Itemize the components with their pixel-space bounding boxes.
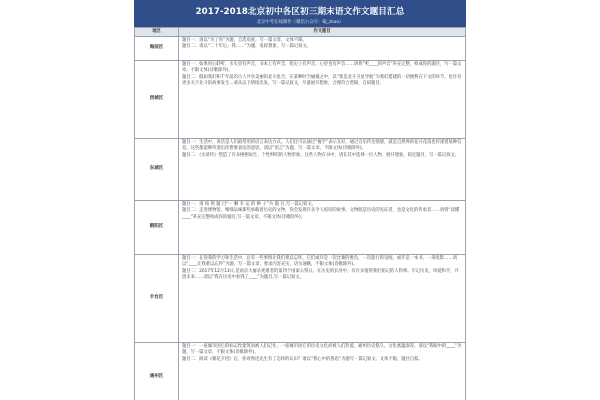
topic-item: 题目二：走进博物馆，细细品味那些承载着历史的文物，你会发现许多令人惊叹的故事。文物既是历史的见证者，也是文化的传承者……请将“读懂____”补充完整构成你的题目,写一篇文章。不限文体(诗歌除外)。 bbox=[182, 208, 460, 220]
title-banner bbox=[134, 0, 466, 27]
topic-cell bbox=[179, 61, 466, 139]
topic-item: 题目一：请以“为了你”为题，自选角度，写一篇文章，文体不限。 bbox=[182, 38, 307, 43]
table-header-row bbox=[135, 28, 466, 37]
topic-item: 题目二：《水浒传》塑造了许多栩栩如生、个性鲜明的人物形象。这些人物在书中，请在其中选择一位人物，展开想象，拟定题目，写一篇记叙文。 bbox=[182, 152, 460, 158]
header-topic: 作文题目 bbox=[179, 28, 466, 37]
topic-cell bbox=[179, 255, 466, 343]
district-cell: 西城区 bbox=[135, 61, 179, 139]
topic-cell bbox=[179, 201, 466, 255]
topic-item: 题目一：请 按 照 题 目“一 颗 幸 运 的 种 子”为 题 目,写一篇记叙文。 bbox=[182, 202, 316, 207]
topic-item: 题目一：在你我的学习和生活中，总有一些事情让我们难以忘怀。它们或许是一次比赛的胜负、一次旅行的见闻，或许是一本书、一部电影……请以“____让我难以忘怀”为题，写一篇文章，要求内容充实，语句通顺，不限文体(诗歌除外)。 bbox=[182, 256, 457, 268]
topic-item: 题目一：生活中，说话是人们最常用的语言表达方式。人们还可以通过“握手”表示友好，通过音乐传达情感，就是自然界的花开花落也传递着某种信息，这些都能够传递出你想要表达的意思。请以“语言”为题，写一篇文章。不限文体(诗歌除外)。 bbox=[182, 140, 462, 152]
district-cell: 海淀区 bbox=[135, 37, 179, 61]
topic-cell bbox=[179, 139, 466, 201]
document-page bbox=[134, 0, 466, 400]
district-cell: 朝阳区 bbox=[135, 201, 179, 255]
topic-item: 题目一：一座城市因它的标志性建筑而被人们记住，一座城市因它的历史文化而被人们热爱。通州历史悠久，文化底蕴深厚。请以“我眼中的____”为题，写一篇文章，不限文体(诗歌除外)。 bbox=[182, 344, 462, 356]
district-cell: 丰台区 bbox=[135, 255, 179, 343]
table-row bbox=[135, 343, 466, 400]
document-subtitle: 北京中考在线制作（微信公众号：BJ_zkao） bbox=[256, 20, 344, 25]
table-row bbox=[135, 139, 466, 201]
table-row bbox=[135, 37, 466, 61]
topic-item: 题目二：请以“二十年后，我……”为题，发挥想象，写一篇记叙文。 bbox=[182, 44, 312, 50]
district-cell: 通州区 bbox=[135, 343, 179, 400]
topic-item: 题目一：如果用心聆听，水头里有声音，书本上有声音，指尖上有声音，心里也有声音……请将“听____的声音”补充完整，构成你的题目，写一篇文章。不限文体(诗歌除外)。 bbox=[182, 62, 462, 74]
topic-item: 题目二：2017年12月13日,是南京大屠杀死难者的第四个国家公祭日。在历史的长河中，有许多值得我们铭记的人和事。牢记历史，珍爱和平，开创未来……请以“我在历史中看到了____”为题目,写一篇记叙文。 bbox=[182, 268, 459, 281]
table-row bbox=[135, 201, 466, 255]
topics-table bbox=[134, 27, 466, 400]
topic-item: 题目二：假如我们和千年前的古人共享美丽的北斗星空，在某种时空碰撞之中，以“我是北斗卫星导航”为我们搭建的一切便利在下文的环节，也许有更多关于北斗的故事发生…请从以下情境出发，写一篇记叙文，尽量展开想象，合理符合逻辑，自拟题目。 bbox=[182, 74, 462, 87]
topic-item: 题目二：阅读《朝花夕拾》后，你对鲁迅先生有了怎样的认识？请以“我心中的鲁迅”为题写一篇记叙文。文体不限，题目自拟。 bbox=[182, 356, 423, 362]
district-cell: 东城区 bbox=[135, 139, 179, 201]
document-title: 2017-2018北京初中各区初三期末语文作文题目汇总 bbox=[195, 7, 405, 17]
table-row bbox=[135, 255, 466, 343]
header-district: 地区 bbox=[135, 28, 179, 37]
table-row bbox=[135, 61, 466, 139]
topic-cell bbox=[179, 343, 466, 400]
topic-cell bbox=[179, 37, 466, 61]
